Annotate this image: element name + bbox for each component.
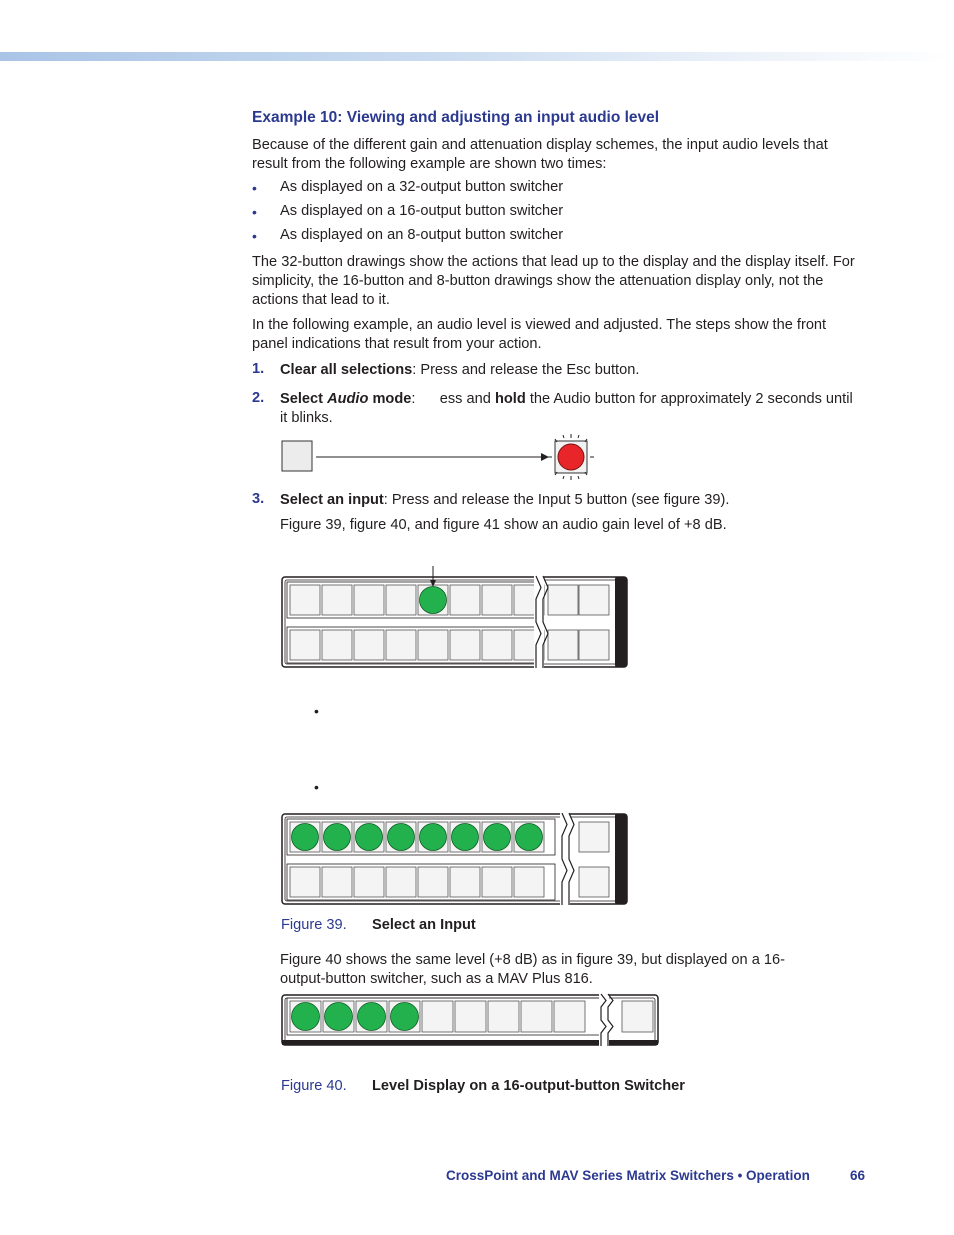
panel-button <box>322 585 352 615</box>
bullet-item: As displayed on an 8-output button switcher <box>280 227 564 243</box>
panel-edge <box>615 577 627 667</box>
panel-button <box>422 1001 453 1032</box>
step-number: 3. <box>252 491 265 507</box>
button-row <box>287 582 537 618</box>
lit-led <box>420 587 447 614</box>
panel-button <box>554 1001 585 1032</box>
panel-button <box>482 630 512 660</box>
panel-button <box>418 585 448 615</box>
bullet-marker: • <box>314 779 319 795</box>
step-3-note: Figure 39, figure 40, and figure 41 show an audio gain level of +8 dB. <box>280 517 727 533</box>
panel-inner-frame <box>285 998 655 1042</box>
panel-button <box>579 867 609 897</box>
panel-button <box>354 822 384 852</box>
audio-button-blinking <box>555 441 587 473</box>
panel-button <box>418 630 448 660</box>
panel-button <box>482 822 512 852</box>
break-line <box>608 994 613 1046</box>
panel-button <box>322 867 352 897</box>
button-row <box>287 864 555 900</box>
paragraph-example: In the following example, an audio level is viewed and adjusted. The steps show the front panel indications that result from your action. <box>252 317 827 352</box>
panel-frame <box>282 995 658 1045</box>
button-row <box>287 627 537 663</box>
panel-button <box>386 822 416 852</box>
step-3-text: Select an input: Press and release the Input 5 button (see figure 39). <box>280 492 730 508</box>
paragraph-drawings: The 32-button drawings show the actions that lead up to the display and the display itself. For simplicity, the 16-button and 8-button drawings show the attenuation display only, not the actions that lead to it. <box>252 254 855 308</box>
panel-button <box>323 1001 354 1032</box>
lit-led <box>358 1003 386 1031</box>
bullet-marker: • <box>252 204 257 220</box>
panel-inner-frame <box>285 580 624 664</box>
panel-button <box>450 822 480 852</box>
lit-led <box>452 824 479 851</box>
blink-rays <box>548 434 594 480</box>
button-row <box>287 998 607 1035</box>
step-1-text: Clear all selections: Press and release the Esc button. <box>280 362 640 378</box>
figure-40-label: Figure 40. <box>281 1078 347 1094</box>
panel-button <box>579 585 609 615</box>
panel-button <box>450 867 480 897</box>
panel-break <box>599 994 609 1046</box>
step-number: 1. <box>252 361 265 377</box>
bullet-marker: • <box>252 228 257 244</box>
section-heading: Example 10: Viewing and adjusting an input audio level <box>252 109 660 126</box>
panel-button <box>450 585 480 615</box>
intro-paragraph: Because of the different gain and attenuation display schemes, the input audio levels that result from the following example are shown two times: <box>252 137 828 172</box>
panel-button <box>354 630 384 660</box>
panel-button <box>514 585 544 615</box>
panel-button <box>386 867 416 897</box>
arrow-head <box>430 580 436 587</box>
lit-led <box>324 824 351 851</box>
panel-button <box>322 822 352 852</box>
figure-39-label: Figure 39. <box>281 917 347 933</box>
panel-button <box>514 822 544 852</box>
bullet-marker: • <box>252 180 257 196</box>
break-line <box>562 813 567 905</box>
footer-title: CrossPoint and MAV Series Matrix Switchers • Operation <box>446 1168 810 1183</box>
panel-button <box>386 585 416 615</box>
break-line <box>601 994 606 1046</box>
panel-button <box>322 630 352 660</box>
lit-led <box>484 824 511 851</box>
panel-button <box>418 822 448 852</box>
panel-button <box>579 822 609 852</box>
figure-40-title: Level Display on a 16-output-button Switcher <box>372 1078 685 1094</box>
bullet-marker: • <box>314 703 319 719</box>
panel-edge <box>282 1040 658 1045</box>
panel-button <box>482 867 512 897</box>
figure-40-intro: Figure 40 shows the same level (+8 dB) as in figure 39, but displayed on a 16-output-button switcher, such as a MAV Plus 816. <box>280 952 785 987</box>
step-number: 2. <box>252 390 265 406</box>
break-line <box>569 813 574 905</box>
panel-button <box>548 585 578 615</box>
panel-button <box>290 867 320 897</box>
panel-button <box>579 630 609 660</box>
break-line <box>543 576 548 668</box>
panel-frame <box>282 814 627 904</box>
panel-button <box>450 630 480 660</box>
header-bar <box>0 52 954 61</box>
lit-led <box>325 1003 353 1031</box>
arrow-head <box>541 453 549 461</box>
page-number: 66 <box>850 1168 866 1183</box>
blink-red-led <box>558 444 584 470</box>
panel-button <box>290 1001 321 1032</box>
panel-button <box>290 630 320 660</box>
lit-led <box>388 824 415 851</box>
panel-break <box>560 813 570 905</box>
panel-button <box>356 1001 387 1032</box>
lit-led <box>292 1003 320 1031</box>
break-line <box>536 576 541 668</box>
panel-button <box>514 867 544 897</box>
panel-break <box>534 576 544 668</box>
panel-button <box>488 1001 519 1032</box>
lit-led <box>356 824 383 851</box>
panel-button <box>354 867 384 897</box>
lit-led <box>516 824 543 851</box>
button-row <box>287 819 555 855</box>
bullet-item: As displayed on a 32-output button switcher <box>280 179 564 195</box>
panel-button <box>418 867 448 897</box>
panel-button <box>548 630 578 660</box>
panel-button <box>354 585 384 615</box>
panel-button <box>455 1001 486 1032</box>
panel-button <box>386 630 416 660</box>
panel-button <box>290 585 320 615</box>
panel-button <box>622 1001 653 1032</box>
bullet-item: As displayed on a 16-output button switcher <box>280 203 564 219</box>
panel-button <box>514 630 544 660</box>
panel-button <box>389 1001 420 1032</box>
lit-led <box>391 1003 419 1031</box>
panel-button <box>521 1001 552 1032</box>
lit-led <box>292 824 319 851</box>
panel-edge <box>615 814 627 904</box>
step-2-text: Select Audio mode: ess and hold the Audio button for approximately 2 seconds until it blinks. <box>280 391 853 426</box>
lit-led <box>420 824 447 851</box>
panel-button <box>290 822 320 852</box>
panel-frame <box>282 577 627 667</box>
audio-button-unlit <box>282 441 312 471</box>
panel-button <box>482 585 512 615</box>
figure-39-title: Select an Input <box>372 917 476 933</box>
panel-inner-frame <box>285 817 624 901</box>
